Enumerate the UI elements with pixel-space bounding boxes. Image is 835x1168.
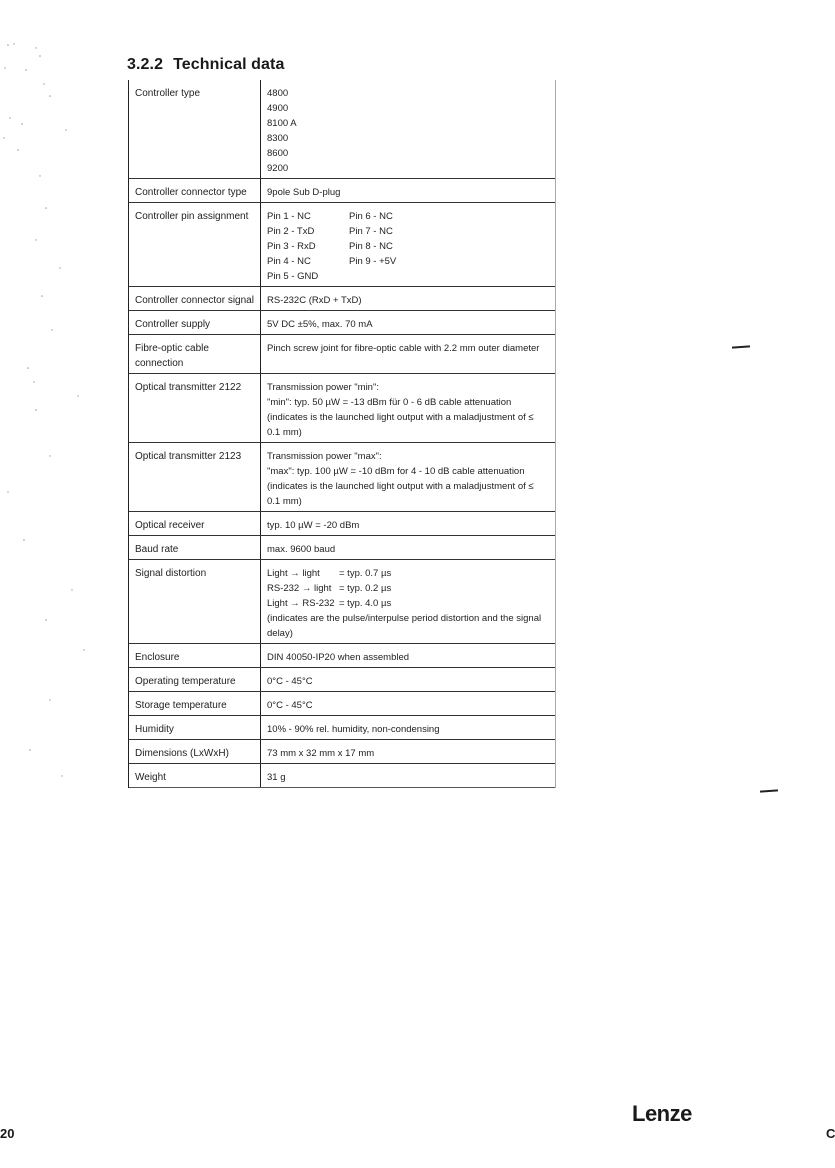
row-label: Optical transmitter 2123	[135, 451, 242, 462]
signal-distortion-values	[260, 560, 555, 643]
pin-assignment-values	[260, 203, 555, 286]
row-label: Enclosure	[135, 652, 180, 663]
distortion-note: (indicates are the pulse/interpulse period distortion and the signal delay)	[267, 613, 542, 639]
pin-cell: Pin 8 - NC	[349, 241, 393, 252]
row-label: Dimensions (LxWxH)	[135, 748, 229, 759]
margin-mark	[760, 789, 778, 792]
section-title: Technical data	[173, 56, 285, 73]
table-row	[129, 764, 555, 788]
edge-character: C	[826, 1126, 835, 1141]
margin-mark	[732, 345, 750, 348]
value-line: (indicates is the launched light output with a maladjustment of ≤ 0.1 mm)	[267, 481, 534, 507]
row-label: Storage temperature	[135, 700, 227, 711]
row-label: Controller type	[135, 88, 201, 99]
row-value: RS-232C (RxD + TxD)	[260, 287, 555, 310]
row-value: Pinch screw joint for fibre-optic cable with 2.2 mm outer diameter	[260, 335, 555, 373]
row-label: Humidity	[135, 724, 174, 735]
table-row	[129, 740, 555, 764]
pin-cell: Pin 1 - NC	[267, 211, 311, 222]
row-label: Optical receiver	[135, 520, 205, 531]
table-row	[129, 560, 555, 644]
pin-cell: Pin 4 - NC	[267, 256, 311, 267]
pin-row	[267, 254, 547, 269]
pin-cell: Pin 2 - TxD	[267, 226, 315, 237]
table-row	[129, 692, 555, 716]
transmitter-2122-values	[260, 374, 555, 442]
scan-noise	[0, 0, 120, 800]
row-value: 5V DC ±5%, max. 70 mA	[260, 311, 555, 334]
value-line: "max": typ. 100 µW = -10 dBm for 4 - 10 dB cable attenuation	[267, 466, 525, 477]
brand-logo: Lenze	[632, 1101, 692, 1126]
pin-cell: Pin 7 - NC	[349, 226, 393, 237]
row-label: Controller connector type	[135, 187, 247, 198]
list-item: 4900	[267, 103, 289, 114]
row-value: 31 g	[260, 764, 555, 787]
pin-cell: Pin 6 - NC	[349, 211, 393, 222]
row-label: Signal distortion	[135, 568, 207, 579]
distortion-path: Light → RS-232	[267, 598, 335, 609]
distortion-row	[267, 566, 547, 581]
pin-row	[267, 239, 547, 254]
table-row	[129, 335, 555, 374]
table-row	[129, 179, 555, 203]
pin-cell: Pin 5 - GND	[267, 271, 319, 282]
table-row	[129, 536, 555, 560]
distortion-path: Light → light	[267, 568, 320, 579]
value-line: Transmission power "min":	[267, 382, 379, 393]
section-number: 3.2.2	[127, 56, 164, 73]
row-value: typ. 10 µW = -20 dBm	[260, 512, 555, 535]
value-line: "min": typ. 50 µW = -13 dBm für 0 - 6 dB cable attenuation	[267, 397, 512, 408]
controller-type-values	[260, 80, 555, 178]
table-row	[129, 203, 555, 287]
row-label: Weight	[135, 772, 166, 783]
row-value: 73 mm x 32 mm x 17 mm	[260, 740, 555, 763]
pin-cell: Pin 3 - RxD	[267, 241, 316, 252]
row-label: Controller pin assignment	[135, 211, 249, 222]
row-label: Controller connector signal	[135, 295, 254, 306]
row-label: Fibre-optic cable connection	[135, 343, 209, 369]
distortion-value: = typ. 4.0 µs	[339, 598, 392, 609]
distortion-path: RS-232 → light	[267, 583, 332, 594]
row-label: Operating temperature	[135, 676, 236, 687]
row-label: Controller supply	[135, 319, 211, 330]
pin-row	[267, 224, 547, 239]
row-value: 0°C - 45°C	[260, 668, 555, 691]
row-value: 10% - 90% rel. humidity, non-condensing	[260, 716, 555, 739]
row-value: 9pole Sub D-plug	[260, 179, 555, 202]
list-item: 9200	[267, 163, 289, 174]
list-item: 8300	[267, 133, 289, 144]
row-label: Optical transmitter 2122	[135, 382, 242, 393]
value-line: (indicates is the launched light output with a maladjustment of ≤ 0.1 mm)	[267, 412, 534, 438]
list-item: 4800	[267, 88, 289, 99]
page-number: 20	[0, 1126, 15, 1141]
table-row	[129, 80, 555, 179]
row-value: 0°C - 45°C	[260, 692, 555, 715]
distortion-value: = typ. 0.2 µs	[339, 583, 392, 594]
table-row	[129, 644, 555, 668]
distortion-value: = typ. 0.7 µs	[339, 568, 392, 579]
transmitter-2123-values	[260, 443, 555, 511]
section-heading	[127, 56, 284, 74]
distortion-row	[267, 596, 547, 611]
table-row	[129, 716, 555, 740]
row-label: Baud rate	[135, 544, 179, 555]
table-row	[129, 374, 555, 443]
list-item: 8600	[267, 148, 289, 159]
table-row	[129, 287, 555, 311]
row-value: DIN 40050-IP20 when assembled	[260, 644, 555, 667]
pin-row	[267, 269, 547, 284]
table-row	[129, 443, 555, 512]
list-item: 8100 A	[267, 118, 297, 129]
table-row	[129, 668, 555, 692]
distortion-row	[267, 581, 547, 596]
row-value: max. 9600 baud	[260, 536, 555, 559]
pin-row	[267, 209, 547, 224]
value-line: Transmission power "max":	[267, 451, 382, 462]
table-row	[129, 512, 555, 536]
pin-cell: Pin 9 - +5V	[349, 256, 397, 267]
technical-data-table	[128, 80, 556, 788]
table-row	[129, 311, 555, 335]
